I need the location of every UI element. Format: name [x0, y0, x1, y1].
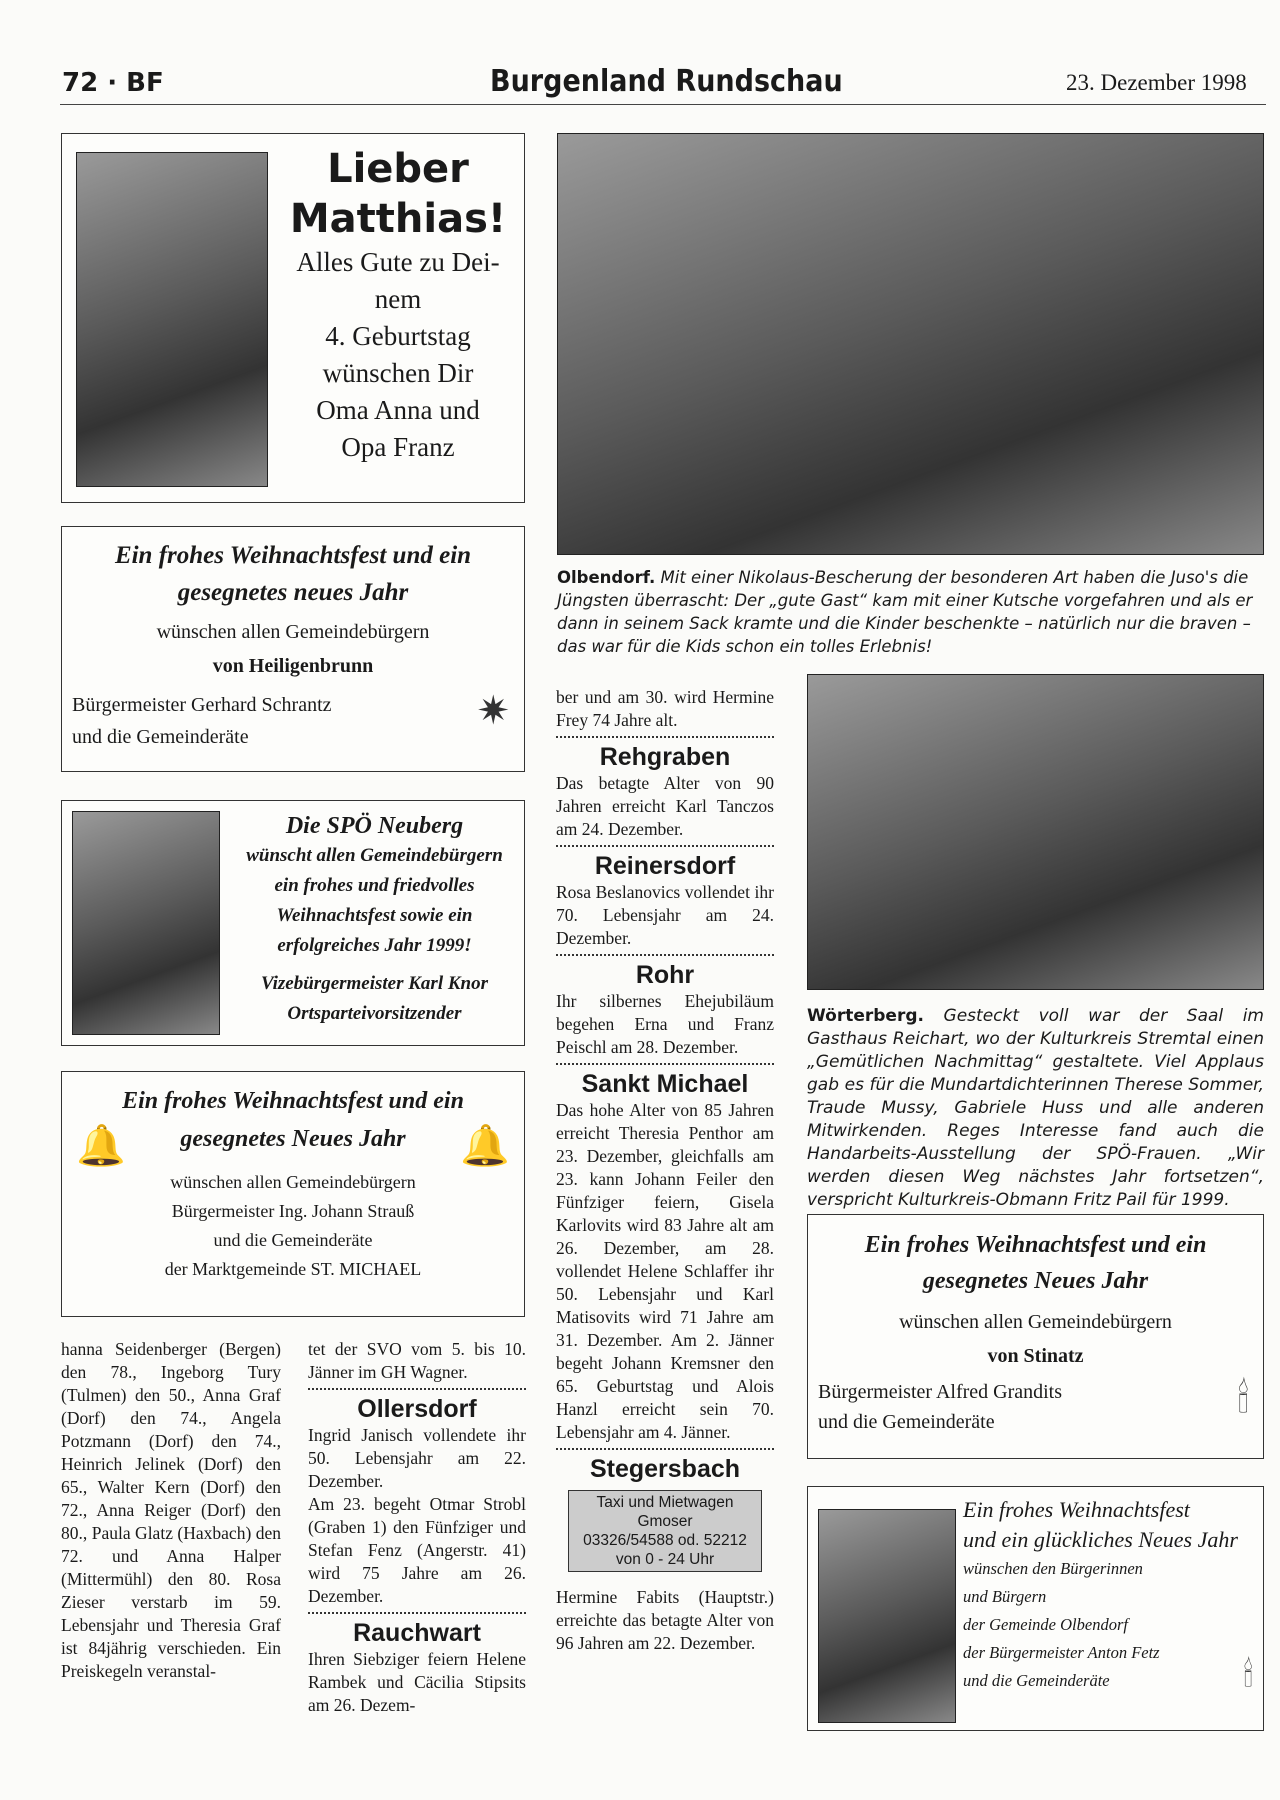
neuberg-ad — [61, 800, 525, 1046]
photo-caption — [807, 1005, 1264, 1212]
article-text: Rosa Beslanovics vollendet ihr 70. Lebensjahr am 24. Dezember. — [556, 882, 774, 948]
section-heading: Ollersdorf — [308, 1388, 526, 1424]
ad-title: Ein frohes Weihnachtsfest und ein — [114, 542, 472, 569]
ad-signature: Vizebürgermeister Karl Knor — [261, 973, 488, 994]
child-photo — [76, 152, 268, 487]
ad-line: 4. Geburtstag — [325, 321, 471, 351]
photo-caption — [557, 566, 1264, 658]
issue-date: 23. Dezember 1998 — [1066, 70, 1247, 95]
article-text: Ingrid Janisch vollendete ihr 50. Lebensjahr am 22. Dezember. — [308, 1425, 526, 1491]
birthday-ad — [61, 133, 525, 503]
caption-place: Olbendorf. — [557, 568, 656, 587]
page-number: 72 · BF — [62, 68, 164, 98]
ad-title: gesegnetes Neues Jahr — [180, 1126, 406, 1152]
ad-line: Alles Gute zu Dei- — [296, 247, 500, 277]
ad-title: Ein frohes Weihnachtsfest und ein — [122, 1088, 464, 1114]
article-text: Ihren Siebziger feiern Helene Rambek und Cäcilia Stipsits am 26. Dezem- — [308, 1649, 526, 1715]
ad-line: der Bürgermeister Anton Fetz — [963, 1643, 1160, 1662]
christmas-decoration-icon: ✷ — [476, 688, 510, 733]
stinatz-ad — [807, 1214, 1264, 1459]
article-text: tet der SVO vom 5. bis 10. Jänner im GH Wagner. — [308, 1339, 526, 1382]
section-heading: Rehgraben — [556, 736, 774, 772]
heiligenbrunn-ad — [61, 526, 525, 772]
ad-line: wünschen Dir — [322, 358, 474, 388]
ad-line: Bürgermeister Gerhard Schrantz — [72, 694, 332, 716]
candle-icon: 🕯 — [1237, 1376, 1249, 1421]
newspaper-title: Burgenland Rundschau — [490, 64, 843, 99]
ad-body: wünscht allen Gemeindebürgern ein frohes und friedvolles Weihnachtsfest sowie ein erfolgreiches Jahr 1999! — [246, 845, 503, 956]
ad-line: der Marktgemeinde ST. MICHAEL — [164, 1259, 422, 1279]
nikolaus-photo — [557, 133, 1264, 555]
ad-title: Die SPÖ Neuberg — [285, 813, 464, 839]
ad-line: Oma Anna und — [316, 395, 480, 425]
section-heading: Sankt Michael — [556, 1063, 774, 1099]
candle-icon: 🕯 — [1243, 1657, 1253, 1694]
section-heading: Rauchwart — [308, 1612, 526, 1648]
ad-title: gesegnetes neues Jahr — [177, 579, 409, 606]
ad-line: und die Gemeinderäte — [963, 1671, 1110, 1690]
event-photo — [807, 674, 1264, 990]
ad-line: Bürgermeister Ing. Johann Strauß — [171, 1201, 415, 1221]
ad-line: wünschen allen Gemeindebürgern — [170, 1172, 416, 1192]
caption-place: Wörterberg. — [807, 1006, 924, 1026]
article-column-3 — [556, 686, 774, 1655]
bells-icon: 🔔 — [460, 1123, 510, 1168]
ad-phone: 03326/54588 od. 52212 — [583, 1532, 747, 1549]
ad-line: von Stinatz — [987, 1345, 1084, 1367]
section-heading: Reinersdorf — [556, 845, 774, 881]
ad-title: Ein frohes Weihnachtsfest und ein — [864, 1232, 1207, 1258]
article-text: Das betagte Alter von 90 Jahren erreicht Karl Tanczos am 24. Dezember. — [556, 773, 774, 839]
ad-line: wünschen allen Gemeindebürgern — [899, 1311, 1172, 1333]
bells-icon: 🔔 — [76, 1123, 126, 1168]
article-text: Das hohe Alter von 85 Jahren erreicht Theresia Penthor am 23. Dezember, gleichfalls am 23. kann Johann Feiler den Fünfziger feiern, Gisela Karlovits wird 83 Jahre alt am 26. Dezember, am 28. vollendet Helene Schlaffer ihr 50. Lebensjahr und Karl Matisovits wird 71 Jahre am 31. Dezember. Am 2. Jänner begeht Johann Kremsner den 65. Geburtstag und Alois Hanzl erreicht sein 70. Lebensjahr am 4. Jänner. — [556, 1100, 774, 1442]
ad-line: und die Gemeinderäte — [72, 726, 249, 748]
ad-line: der Gemeinde Olbendorf — [963, 1615, 1128, 1634]
ad-line: wünschen den Bürgerinnen — [963, 1559, 1143, 1578]
ad-line: wünschen allen Gemeindebürgern — [156, 621, 430, 643]
ad-line: und Bürgern — [963, 1587, 1047, 1606]
ad-line: Opa Franz — [341, 432, 455, 462]
article-text: Ihr silbernes Ehejubiläum begehen Erna und Franz Peischl am 28. Dezember. — [556, 991, 774, 1057]
section-heading: Rohr — [556, 954, 774, 990]
ad-title: Ein frohes Weihnachtsfest — [963, 1497, 1190, 1522]
taxi-ad — [568, 1490, 762, 1572]
ad-line: nem — [374, 284, 422, 314]
ad-line: und die Gemeinderäte — [213, 1230, 373, 1250]
article-column-2 — [308, 1338, 526, 1717]
ad-line: von Heiligenbrunn — [212, 655, 374, 677]
header-rule — [60, 104, 1266, 105]
st-michael-ad — [61, 1071, 525, 1317]
ad-line: Taxi und Mietwagen Gmoser — [596, 1494, 734, 1530]
ad-line: und die Gemeinderäte — [818, 1411, 995, 1433]
ad-signature: Ortsparteivorsitzender — [287, 1003, 462, 1024]
ad-line: von 0 - 24 Uhr — [615, 1551, 715, 1568]
caption-text: Gesteckt voll war der Saal im Gasthaus Reichart, wo der Kulturkreis Stremtal einen „Gemütlichen Nachmittag“ gestaltete. Viel Applaus gab es für die Mundartdichterinnen Therese Sommer, Traude Mussy, Gabriele Huss und alle anderen Mitwirkenden. Reges Interesse fand auch die Handarbeits-Ausstellung der SPÖ-Frauen. „Wir werden diesen Weg nächstes Jahr fortsetzen“, verspricht Kulturkreis-Obmann Fritz Pail für 1999. — [807, 1006, 1264, 1210]
portrait-photo — [72, 811, 220, 1035]
article-column-1: hanna Seidenberger (Bergen) den 78., Ingeborg Tury (Tulmen) den 50., Anna Graf (Dorf) den 74., Angela Potzmann (Dorf) den 74., Heinrich Jelinek (Dorf) den 65., Walter Kern (Dorf) den 72., Anna Reiger (Dorf) den 80., Paula Glatz (Haxbach) den 72. und Anna Halper (Mittermühl) den 80. Rosa Zieser verstarb im 59. Lebensjahr und Theresia Graf ist 84jährig verschieden. Ein Preiskegeln veranstal- — [61, 1339, 281, 1681]
ad-title: und ein glückliches Neues Jahr — [963, 1527, 1238, 1552]
section-heading: Stegersbach — [556, 1448, 774, 1484]
ad-title: Lieber Matthias! — [289, 146, 507, 242]
article-text: ber und am 30. wird Hermine Frey 74 Jahre alt. — [556, 687, 774, 730]
olbendorf-ad — [807, 1486, 1264, 1731]
ad-title: gesegnetes Neues Jahr — [922, 1268, 1149, 1294]
article-text: Hermine Fabits (Hauptstr.) erreichte das betagte Alter von 96 Jahren am 22. Dezember. — [556, 1587, 774, 1653]
article-text: Am 23. begeht Otmar Strobl (Graben 1) den Fünfziger und Stefan Fenz (Angerstr. 41) wird 75 Jahre am 26. Dezember. — [308, 1494, 526, 1606]
ad-line: Bürgermeister Alfred Grandits — [818, 1381, 1063, 1403]
mayor-photo — [818, 1509, 956, 1723]
caption-text: Mit einer Nikolaus-Bescherung der besonderen Art haben die Juso's die Jüngsten überrascht: Der „gute Gast“ kam mit einer Kutsche vorgefahren und als er dann in seinem Sack kramte und die Kinder beschenkte – natürlich nur die braven – das war für die Kids schon ein tolles Erlebnis! — [557, 568, 1253, 656]
